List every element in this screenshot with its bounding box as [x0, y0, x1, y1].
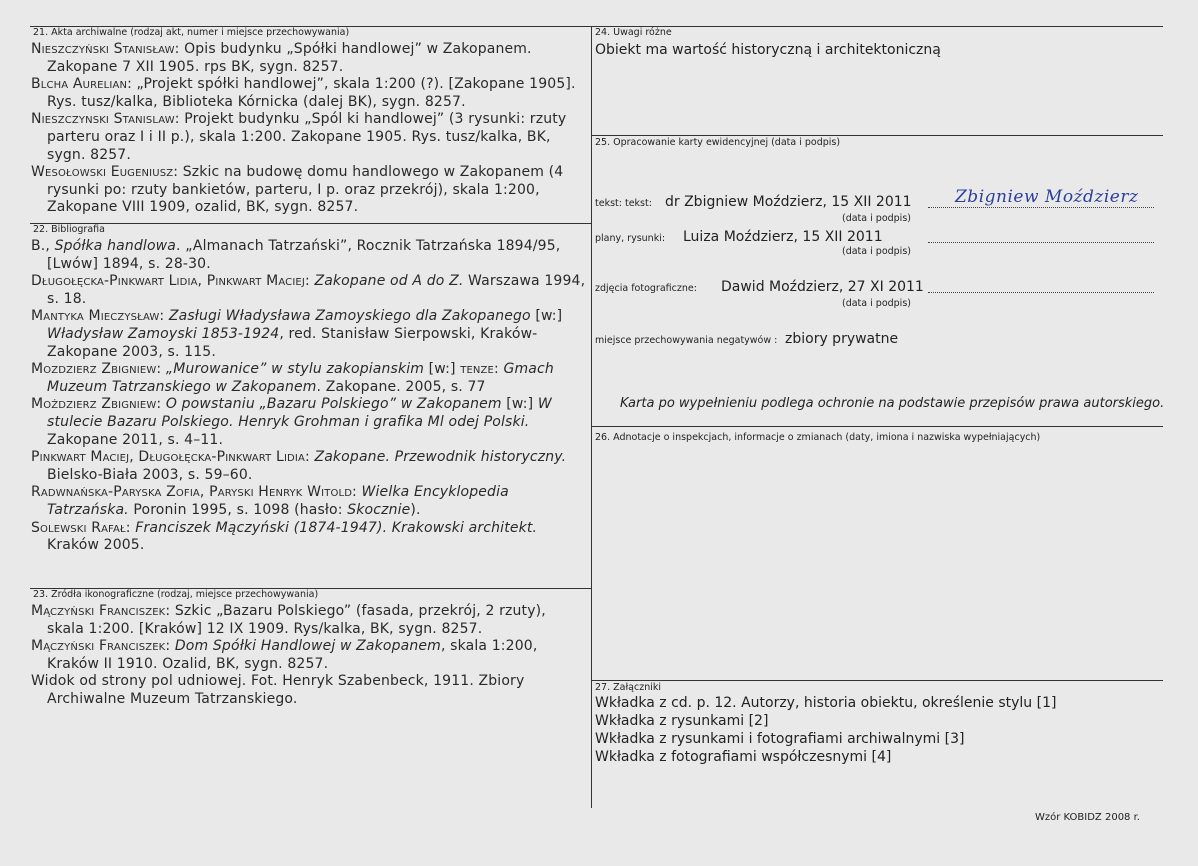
- bib-entry-4: Mozdzierz Zbigniew: „Murowanice” w stylu zakopianskim [w:] tenze: Gmach Muzeum Tatrzanskiego w Zakopanem. Zakopane. 2005, s. 77: [31, 361, 554, 395]
- date-sign-caption-3: (data i podpis): [842, 298, 911, 309]
- date-sign-caption-1: (data i podpis): [842, 213, 911, 224]
- section-23-header: 23. Źródła ikonograficzne (rodzaj, miejsce przechowywania): [33, 589, 319, 600]
- divider-21-22: [30, 223, 591, 224]
- plany-value: Luiza Moździerz, 15 XII 2011: [683, 229, 883, 245]
- attachment-item-2: Wkładka z rysunkami [2]: [595, 713, 769, 729]
- signature-line-3: [928, 292, 1154, 293]
- archive-entry-4: Wesołowski Eugeniusz: Szkic na budowę domu handlowego w Zakopanem (4 rysunki po: rzuty bankietów, parteru, I p. oraz przekrój), skala 1:200, Zakopane VIII 1909, ozalid, BK, sygn. 8257.: [31, 164, 564, 216]
- bib-entry-7: Radwnańska-Paryska Zofia, Paryski Henryk Witold: Wielka Encyklopedia Tatrzańska. Poronin 1995, s. 1098 (hasło: Skocznie).: [31, 484, 509, 518]
- archive-entry-3: Nieszczynski Stanislaw: Projekt budynku „Spól ki handlowej” (3 rysunki: rzuty parteru oraz I i II p.), skala 1:200. Zakopane 1905. Rys. tusz/kalka, BK, sygn. 8257.: [31, 111, 567, 163]
- icon-entry-2: Mączyński Franciszek: Dom Spółki Handlowej w Zakopanem, skala 1:200, Kraków II 1910. Ozalid, BK, sygn. 8257.: [31, 638, 538, 672]
- section-22-entries: [31, 238, 587, 555]
- tekst-label: tekst: tekst:: [595, 198, 652, 209]
- bib-entry-6: Pinkwart Maciej, Długołęcka-Pinkwart Lidia: Zakopane. Przewodnik historyczny. Bielsko-Biała 2003, s. 59–60.: [31, 449, 567, 483]
- miejsce-label: miejsce przechowywania negatywów :: [595, 335, 778, 346]
- section-26-header: 26. Adnotacje o inspekcjach, informacje o zmianach (daty, imiona i nazwiska wypełniających): [595, 432, 1041, 443]
- center-divider: [591, 26, 592, 808]
- form-template-footer: Wzór KOBIDZ 2008 r.: [1035, 812, 1140, 823]
- bib-entry-8: Solewski Rafał: Franciszek Mączyński (1874-1947). Krakowski architekt. Kraków 2005.: [31, 519, 538, 554]
- bib-entry-2: Długołęcka-Pinkwart Lidia, Pinkwart Maciej: Zakopane od A do Z. Warszawa 1994, s. 18.: [31, 273, 586, 307]
- divider-25-26: [591, 426, 1163, 427]
- divider-24-25: [591, 135, 1163, 136]
- bib-entry-5: Moździerz Zbigniew: O powstaniu „Bazaru Polskiego” w Zakopanem [w:] W stulecie Bazaru Polskiego. Henryk Grohman i grafika Ml odej Polski. Zakopane 2011, s. 4–11.: [31, 396, 552, 448]
- divider-26-27: [591, 680, 1163, 681]
- zdjecia-label: zdjęcia fotograficzne:: [595, 283, 697, 294]
- bib-entry-3: Mantyka Mieczysław: Zasługi Władysława Zamoyskiego dla Zakopanego [w:] Władysław Zamoyski 1853-1924, red. Stanisław Sierpowski, Kraków-Zakopane 2003, s. 115.: [31, 308, 563, 360]
- bib-entry-1: B., Spółka handlowa. „Almanach Tatrzański”, Rocznik Tatrzańska 1894/95, [Lwów] 1894, s. 28-30.: [31, 238, 561, 272]
- section-25-header: 25. Opracowanie karty ewidencyjnej (data i podpis): [595, 137, 841, 148]
- remarks-text: Obiekt ma wartość historyczną i architektoniczną: [595, 42, 941, 58]
- section-21-header: 21. Akta archiwalne (rodzaj akt, numer i miejsce przechowywania): [33, 27, 350, 38]
- date-sign-caption-2: (data i podpis): [842, 246, 911, 257]
- signature-line-1: [928, 207, 1154, 208]
- signature-line-2: [928, 242, 1154, 243]
- section-22-header: 22. Bibliografia: [33, 224, 105, 235]
- plany-label: plany, rysunki:: [595, 233, 666, 244]
- zdjecia-value: Dawid Moździerz, 27 XI 2011: [721, 279, 924, 295]
- section-27-header: 27. Załączniki: [595, 682, 661, 693]
- attachment-item-3: Wkładka z rysunkami i fotografiami archiwalnymi [3]: [595, 731, 965, 747]
- copyright-note: Karta po wypełnieniu podlega ochronie na podstawie przepisów prawa autorskiego.: [620, 396, 1165, 411]
- icon-entry-3: Widok od strony pol udniowej. Fot. Henryk Szabenbeck, 1911. Zbiory Archiwalne Muzeum Tatrzanskiego.: [31, 673, 525, 707]
- miejsce-value: zbiory prywatne: [785, 331, 899, 347]
- section-24-header: 24. Uwagi różne: [595, 27, 672, 38]
- archive-entry-2: Blcha Aurelian: „Projekt spółki handlowej”, skala 1:200 (?). [Zakopane 1905]. Rys. tusz/kalka, Biblioteka Kórnicka (dalej BK), sygn. 8257.: [31, 76, 576, 110]
- tekst-value: dr Zbigniew Moździerz, 15 XII 2011: [665, 194, 912, 210]
- archive-entry-1: Nieszczyński Stanisław: Opis budynku „Spółki handlowej” w Zakopanem. Zakopane 7 XII 1905. rps BK, sygn. 8257.: [31, 41, 532, 75]
- section-21-entries: [31, 41, 587, 217]
- section-23-entries: [31, 603, 587, 709]
- icon-entry-1: Mączyński Franciszek: Szkic „Bazaru Polskiego” (fasada, przekrój, 2 rzuty), skala 1:200. [Kraków] 12 IX 1909. Rys/kalka, BK, sygn. 8257.: [31, 603, 546, 637]
- attachment-item-1: Wkładka z cd. p. 12. Autorzy, historia obiektu, określenie stylu [1]: [595, 695, 1057, 711]
- attachment-item-4: Wkładka z fotografiami współczesnymi [4]: [595, 749, 892, 765]
- author-signature: Zbigniew Moździerz: [955, 187, 1139, 207]
